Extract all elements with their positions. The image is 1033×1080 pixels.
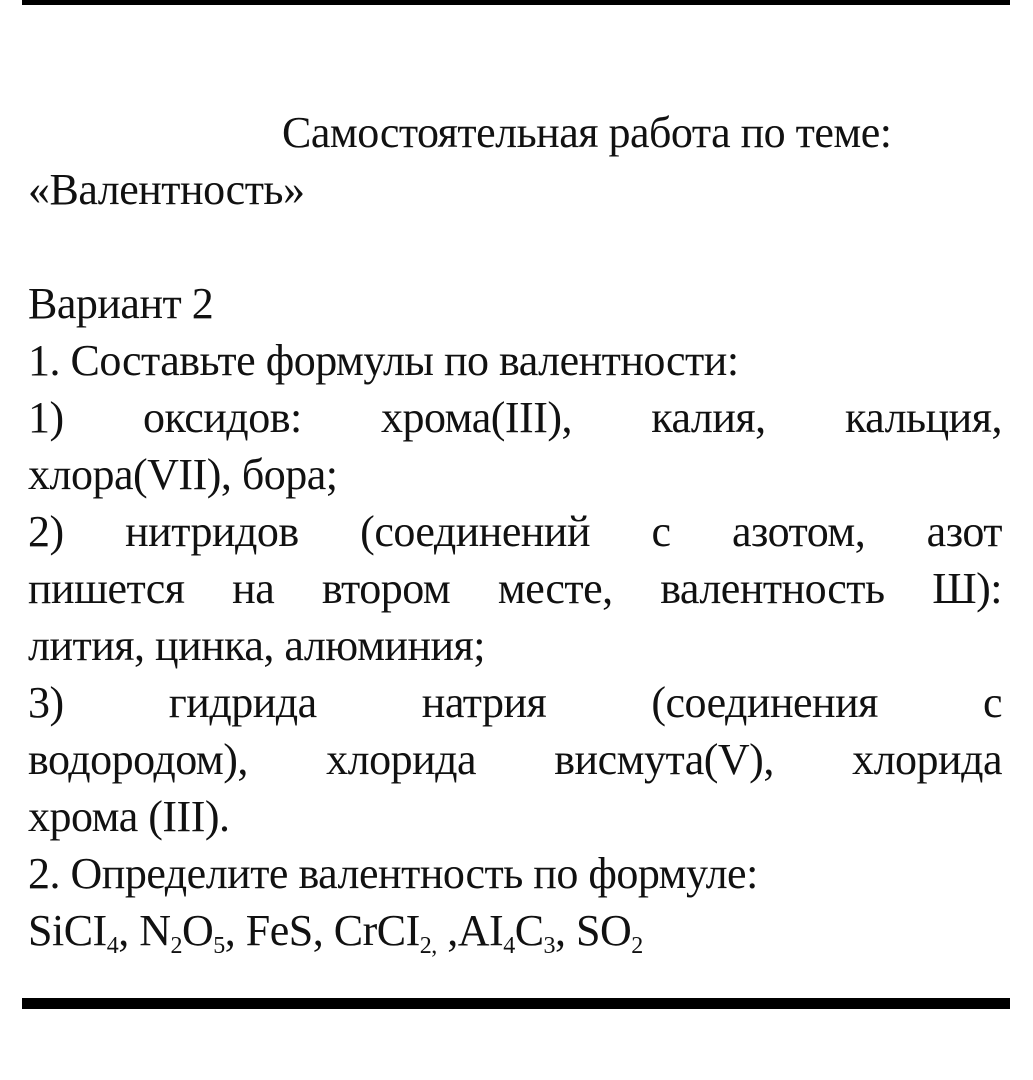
bottom-rule [22,998,1010,1009]
formula-fes: FeS, [245,906,334,955]
word: хлорида [852,735,1002,784]
word: пишется [28,564,185,613]
word: гидрида [168,678,317,727]
word: втором [321,564,451,613]
word: азот [926,507,1002,556]
task1-item1-line1 [28,389,1002,446]
task1-heading: 1. Составьте формулы по валентности: [28,336,739,385]
word: водородом), [28,735,248,784]
formula-so2: $SO_2$ [576,906,643,959]
word: оксидов: [142,393,302,442]
task1-item2-line2 [28,560,1002,617]
word: азотом, [731,507,866,556]
word: кальция, [844,393,1002,442]
task2-formulas [28,902,1002,959]
word: калия, [651,393,766,442]
word: 3) [28,678,64,727]
word: хрома(III), [381,393,572,442]
task1-item1-line2: хлора(VII), бора; [28,450,338,499]
word: Ш): [932,564,1002,613]
word: нитридов [125,507,299,556]
task2-heading: 2. Определите валентность по формуле: [28,849,758,898]
word: 2) [28,507,64,556]
word: валентность [660,564,885,613]
blank-line [28,218,1002,275]
task1-item2-line1 [28,503,1002,560]
variant-label: Вариант 2 [28,279,214,328]
word: хлорида [326,735,477,784]
word: (соединений [360,507,590,556]
word: натрия [421,678,547,727]
title-line-2: «Валентность» [28,165,305,214]
word: с [982,678,1002,727]
task1-item3-line1 [28,674,1002,731]
top-rule [22,0,1010,5]
word: с [651,507,671,556]
formula-crcl2: CrCI$_{2,}$ , [333,906,458,959]
word: на [232,564,275,613]
formula-n2o5: $N_2O_5$, [139,906,246,959]
word: (соединения [651,678,878,727]
task1-item3-line3: хрома (III). [28,792,230,841]
word: 1) [28,393,64,442]
word: месте, [497,564,613,613]
document-body [28,104,1002,959]
word: висмута(V), [554,735,774,784]
task1-item2-line3: лития, цинка, алюминия; [28,621,486,670]
task1-item3-line2 [28,731,1002,788]
title-line-1: Самостоятельная работа по теме: [282,108,892,157]
formula-sicl4: SiCI$_4$, [28,906,140,959]
formula-al4c3: $AI_4C_3$, [457,906,577,959]
